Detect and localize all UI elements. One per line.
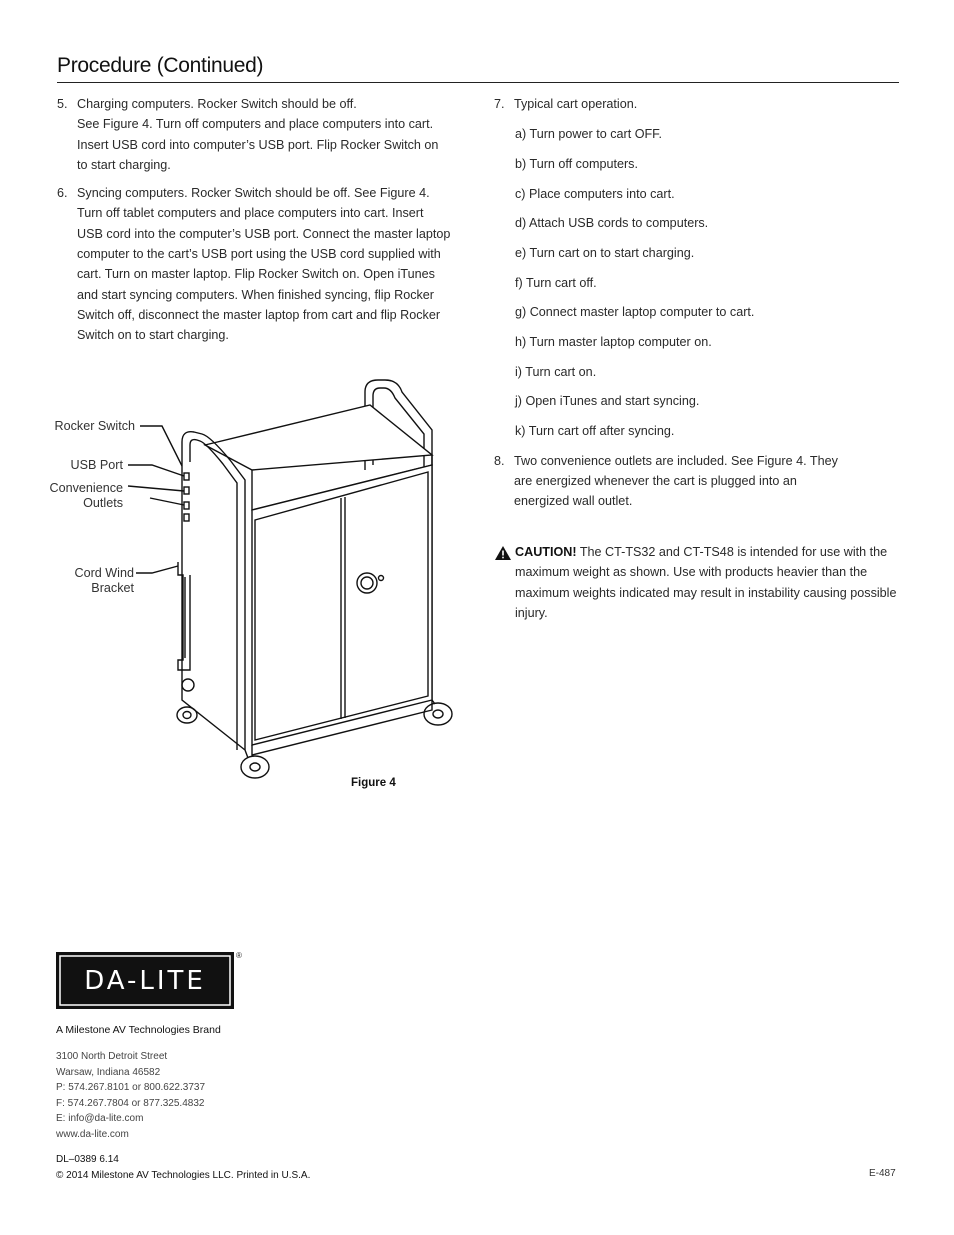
left-column (57, 94, 452, 354)
address-line: Warsaw, Indiana 46582 (56, 1066, 161, 1078)
step-item: k) Turn cart off after syncing. (515, 424, 675, 439)
callout-outlets (20, 481, 123, 511)
step-item: e) Turn cart on to start charging. (515, 246, 695, 261)
doc-code: DL–0389 6.14 (56, 1154, 119, 1165)
item-text: Typical cart operation. (514, 97, 638, 111)
title-rule (57, 82, 899, 83)
callout-cord-line1: Cord Wind (74, 566, 134, 580)
step-item: f) Turn cart off. (515, 275, 597, 290)
item-text: Charging computers. Rocker Switch should be off. (77, 97, 357, 111)
callout-rocker-switch: Rocker Switch (54, 419, 135, 433)
page-code: E-487 (869, 1168, 896, 1179)
item-number: 7. (494, 97, 505, 111)
item-number: 6. (57, 186, 68, 201)
page-title: Procedure (Continued) (57, 54, 264, 77)
step-item: h) Turn master laptop computer on. (515, 335, 712, 350)
callout-outlets-line2: Outlets (83, 496, 123, 510)
list-item (57, 183, 452, 345)
callout-cord-line2: Bracket (91, 581, 134, 595)
step-item: a) Turn power to cart OFF. (515, 127, 662, 142)
step-item: j) Open iTunes and start syncing. (515, 394, 700, 409)
list-item (494, 451, 854, 512)
fax-line: F: 574.267.7804 or 877.325.4832 (56, 1097, 205, 1109)
step-item: b) Turn off computers. (515, 156, 638, 171)
list-item (57, 94, 452, 175)
list-item (494, 94, 904, 114)
callout-cord-wind-bracket (30, 566, 134, 596)
caution-text: The CT-TS32 and CT-TS48 is intended for use with the maximum weight as shown. Use with products heavier than the maximum weights indicated may result in instability causing possible injury. (515, 545, 897, 620)
document-id (56, 1152, 310, 1184)
logo-text: DA-LITE (84, 965, 206, 996)
step-item: g) Connect master laptop computer to cart. (515, 305, 755, 320)
caution-label: CAUTION! (515, 545, 577, 559)
step-item: d) Attach USB cords to computers. (515, 216, 709, 231)
step-item: i) Turn cart on. (515, 364, 597, 379)
figure-caption: Figure 4 (351, 777, 396, 789)
callout-usb-port: USB Port (70, 458, 123, 472)
contact-address (56, 1049, 205, 1142)
phone-line: P: 574.267.8101 or 800.622.3737 (56, 1082, 206, 1093)
address-line: 3100 North Detroit Street (56, 1051, 168, 1062)
item-number: 8. (494, 453, 505, 468)
dalite-logo (56, 952, 234, 1009)
copyright: © 2014 Milestone AV Technologies LLC. Printed in U.S.A. (56, 1170, 311, 1181)
item-number: 5. (57, 97, 68, 111)
item-text: Syncing computers. Rocker Switch should be off. See Figure 4. Turn off tablet computers and place computers into cart. Insert USB cord into the computer’s USB port. Connect the master laptop computer to the cart’s USB port using the USB cord supplied with cart. Turn on master laptop. Flip Rocker Switch on. Open iTunes and start syncing computers. When finished syncing, flip Rocker Switch off, disconnect the master laptop from cart and flip Rocker Switch on to start charging. (77, 186, 451, 343)
email-line: E: info@da-lite.com (56, 1113, 144, 1124)
caution-note (494, 542, 904, 623)
callout-outlets-line1: Convenience (49, 481, 123, 495)
step-item: c) Place computers into cart. (515, 186, 675, 201)
item-text-continued: See Figure 4. Turn off computers and place computers into cart. Insert USB cord into computer’s USB port. Flip Rocker Switch on to start charging. (77, 117, 439, 172)
registered-mark: ® (236, 951, 242, 960)
right-column (494, 94, 904, 520)
item-text: Two convenience outlets are included. See Figure 4. They are energized whenever the cart is plugged into an energized wall outlet. (514, 453, 838, 509)
brand-line: A Milestone AV Technologies Brand (56, 1024, 221, 1036)
website-line: www.da-lite.com (56, 1128, 129, 1140)
warning-icon (494, 545, 512, 567)
